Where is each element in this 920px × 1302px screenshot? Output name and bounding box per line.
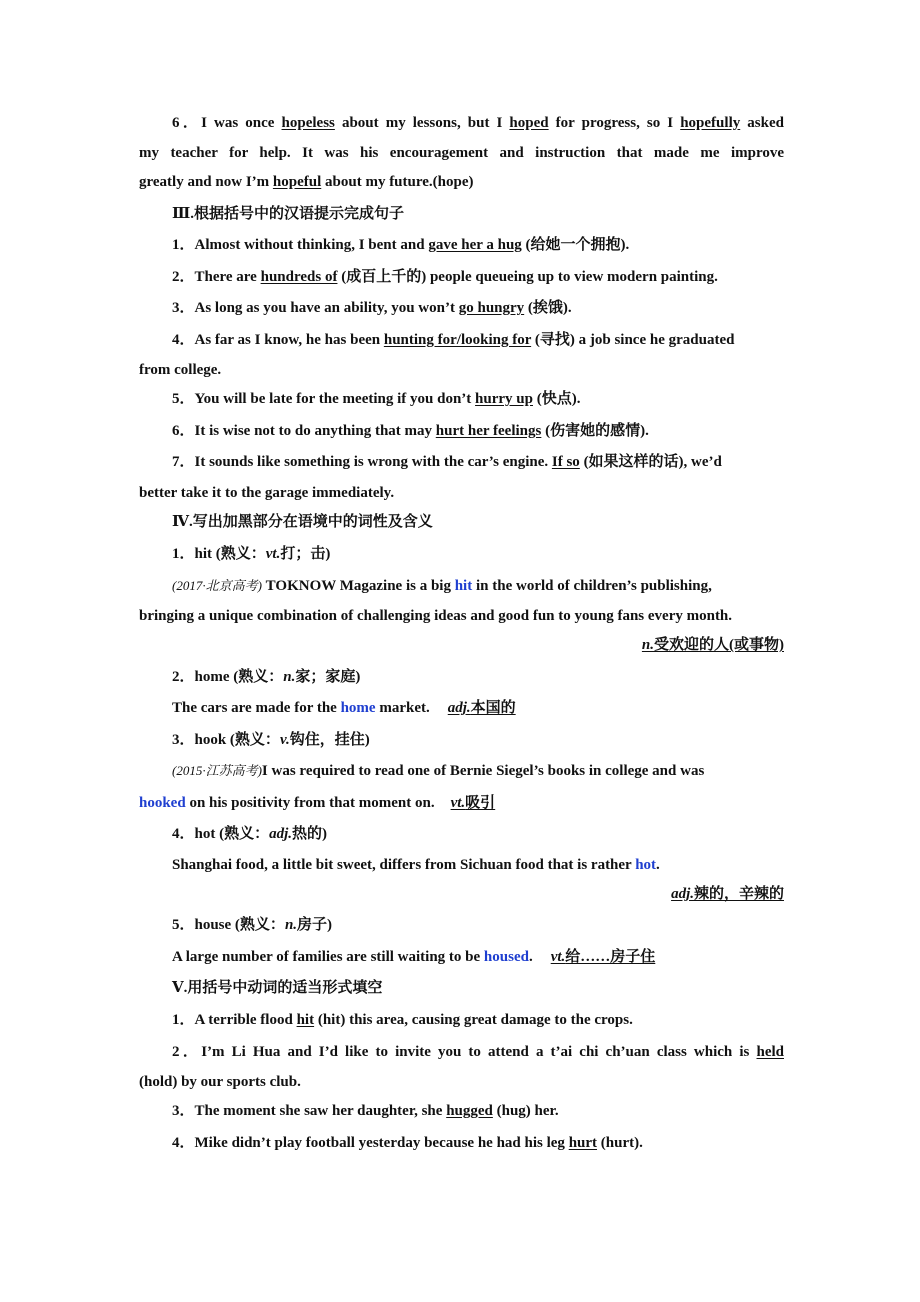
source-tag: (2015·江苏高考) xyxy=(172,763,262,778)
answer-hopefully: hopefully xyxy=(680,115,741,131)
s4-item-2-sentence: The cars are made for the home market. adj.本国的 xyxy=(172,700,516,716)
s4-item-2-answer: adj.本国的 xyxy=(447,700,516,716)
s3-answer-7: If so xyxy=(551,454,580,470)
s3-item-5: 5．You will be late for the meeting if you don’t hurry up (快点). xyxy=(172,391,581,407)
s4-item-5-head: 5．house (熟义：n.房子) xyxy=(172,917,333,933)
section-4-title: Ⅳ.写出加黑部分在语境中的词性及含义 xyxy=(172,514,433,530)
exercise-2-item-6-line-1: 6．I was once hopeless about my lessons, but I hoped for progress, so I hopefully asked xyxy=(172,115,784,131)
s4-item-1-sentence-line-2: bringing a unique combination of challenging ideas and good fun to young fans every month. xyxy=(139,608,733,624)
s5-answer-1: hit xyxy=(296,1012,315,1028)
source-tag: (2017·北京高考) xyxy=(172,578,262,593)
highlight-word-hit: hit xyxy=(454,578,473,594)
s4-item-3-sentence: (2015·江苏高考)I was required to read one of Bernie Siegel’s books in college and was xyxy=(172,763,705,779)
s4-item-1-sentence: (2017·北京高考) TOKNOW Magazine is a big hit in the world of children’s publishing, xyxy=(172,578,712,594)
highlight-word-hot: hot xyxy=(635,857,657,873)
s4-item-4-sentence: Shanghai food, a little bit sweet, differs from Sichuan food that is rather hot. xyxy=(172,857,660,873)
s4-item-3-answer: vt.吸引 xyxy=(450,795,496,811)
answer-hopeful: hopeful xyxy=(272,174,322,190)
s3-item-4: 4．As far as I know, he has been hunting for/looking for (寻找) a job since he graduated xyxy=(172,332,735,348)
s5-answer-4: hurt xyxy=(568,1135,598,1151)
s4-item-4-answer: adj.辣的，辛辣的 xyxy=(671,886,784,902)
s3-item-6: 6．It is wise not to do anything that may hurt her feelings (伤害她的感情). xyxy=(172,423,649,439)
s3-item-1: 1．Almost without thinking, I bent and gave her a hug (给她一个拥抱). xyxy=(172,237,630,253)
s5-item-1: 1．A terrible flood hit (hit) this area, causing great damage to the crops. xyxy=(172,1012,633,1028)
s3-answer-5: hurry up xyxy=(475,391,533,407)
exercise-2-item-6-line-2: my teacher for help. It was his encouragement and instruction that made me improve xyxy=(139,145,784,161)
s5-item-2: 2．I’m Li Hua and I’d like to invite you to attend a t’ai chi ch’uan class which is held xyxy=(172,1044,784,1060)
s4-item-1-head: 1．hit (熟义：vt.打；击) xyxy=(172,546,331,562)
highlight-word-home: home xyxy=(340,700,376,716)
s3-answer-2: hundreds of xyxy=(260,269,338,285)
answer-hoped: hoped xyxy=(509,115,549,131)
s3-item-4-cont: from college. xyxy=(139,362,222,378)
s4-item-3-head: 3．hook (熟义：v.钩住，挂住) xyxy=(172,732,370,748)
s4-item-2-head: 2．home (熟义：n.家；家庭) xyxy=(172,669,361,685)
section-3-title: Ⅲ.根据括号中的汉语提示完成句子 xyxy=(172,206,405,222)
s3-answer-4: hunting for/looking for xyxy=(383,332,532,348)
s5-item-3: 3．The moment she saw her daughter, she hugged (hug) her. xyxy=(172,1103,559,1119)
s4-item-5-answer: vt.给……房子住 xyxy=(550,949,656,965)
s5-item-4: 4．Mike didn’t play football yesterday because he had his leg hurt (hurt). xyxy=(172,1135,643,1151)
answer-hopeless: hopeless xyxy=(281,115,335,131)
section-5-title: Ⅴ.用括号中动词的适当形式填空 xyxy=(172,980,383,996)
s4-item-4-head: 4．hot (熟义：adj.热的) xyxy=(172,826,328,842)
s4-item-5-sentence: A large number of families are still waiting to be housed. vt.给……房子住 xyxy=(172,949,656,965)
s3-item-3: 3．As long as you have an ability, you won’t go hungry (挨饿). xyxy=(172,300,572,316)
s5-item-2-cont: (hold) by our sports club. xyxy=(139,1074,301,1090)
s5-answer-2: held xyxy=(756,1044,784,1060)
highlight-word-housed: housed xyxy=(483,949,529,965)
highlight-word-hooked: hooked xyxy=(139,795,186,811)
s3-item-7-cont: better take it to the garage immediately. xyxy=(139,485,395,501)
s3-item-2: 2．There are hundreds of (成百上千的) people queueing up to view modern painting. xyxy=(172,269,718,285)
s3-answer-3: go hungry xyxy=(458,300,525,316)
s5-answer-3: hugged xyxy=(446,1103,493,1119)
s4-item-1-answer: n.受欢迎的人(或事物) xyxy=(641,637,784,653)
s4-item-3-sentence-line-2: hooked on his positivity from that moment on. vt.吸引 xyxy=(139,795,496,811)
s3-answer-1: gave her a hug xyxy=(428,237,522,253)
s3-answer-6: hurt her feelings xyxy=(435,423,542,439)
s3-item-7: 7．It sounds like something is wrong with the car’s engine. If so (如果这样的话), we’d xyxy=(172,454,722,470)
exercise-2-item-6-line-3: greatly and now I’m hopeful about my future.(hope) xyxy=(139,174,474,190)
